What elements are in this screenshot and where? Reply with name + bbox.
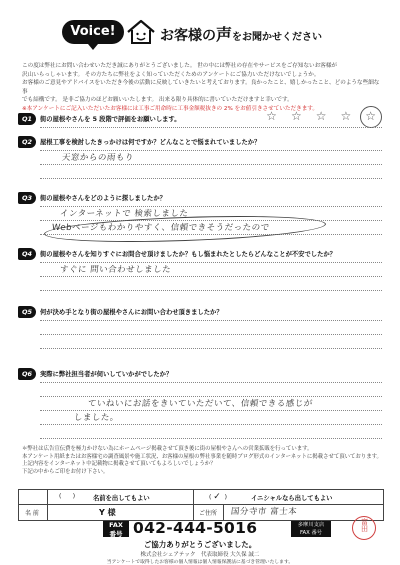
fax-number: 042-444-5016 xyxy=(133,519,258,537)
handwritten-answer: インターネットで 検索しました xyxy=(59,209,189,219)
question-text: 街の屋根やさんを 5 段階で評価をお願いします。 xyxy=(40,116,181,123)
handwritten-answer: しました。 xyxy=(73,413,120,423)
question-badge: Q1 xyxy=(18,113,36,125)
company-line: 株式会社シェアテック 代表取締役 大久保 誠二 xyxy=(140,552,260,558)
question-badge: Q6 xyxy=(18,368,36,380)
star-icon[interactable]: ☆ xyxy=(266,109,277,123)
star-icon[interactable]: ☆ xyxy=(290,109,302,123)
fax-bar xyxy=(103,519,325,539)
address-value: 国分寺市 富士本 xyxy=(230,507,298,517)
seal-stamp: 富田 xyxy=(352,516,376,540)
discount-note: ※本アンケートにご記入いただいたお客様には工事ご用命時に工事金額税抜きの 2% をお値引きさせていただきます。 xyxy=(22,105,319,112)
question-badge: Q3 xyxy=(18,192,36,204)
privacy-line: 当アンケートで取得したお客様の個人情報は個人情報保護法に基づき管理いたします。 xyxy=(106,560,294,565)
handwritten-answer: 天窓からの雨もり xyxy=(61,153,135,163)
option-name-checkbox[interactable]: ( ) xyxy=(59,493,76,500)
question-badge: Q5 xyxy=(18,306,36,318)
star-icon[interactable]: ☆ xyxy=(340,109,352,123)
star-icon-selected[interactable]: ☆ xyxy=(365,109,376,123)
question-badge: Q4 xyxy=(18,248,36,260)
option-initial-label: イニシャルなら出してもよい xyxy=(251,495,333,502)
question-text: 街の屋根やさんを知りすぐにお問合せ頂けましたか？もし悩まれたとしたらどんなことが不安でしたか？ xyxy=(40,251,336,258)
rating-stars xyxy=(266,109,376,123)
question-text: 何が決め手となり街の屋根やさんにお問い合わせ頂きましたか？ xyxy=(40,309,223,316)
option-name-label: 名前を出してもよい xyxy=(93,495,150,502)
voice-badge: Voice! xyxy=(62,20,124,44)
name-table xyxy=(18,489,384,521)
publication-notes: ＊弊社は広告宣伝費を極力かけない為にホームページ掲載させて頂き後に街の屋根やさんへの営業拡販を行っています。 本アンケート用紙またはお客様宅の調査風景や施工状況、お客様の屋根の弊社事業を随時ブログ形式のインターネットに掲載させて頂いております。 上記内容をインターネット中記載物に掲載させて頂いてもよろしいでしょうか？ 下記の中からご印をお付け下さい。 xyxy=(22,446,382,475)
name-value: Y 様 xyxy=(99,508,116,517)
question-badge: Q2 xyxy=(18,136,36,148)
thanks-text: ご協力ありがとうございました。 xyxy=(143,540,257,549)
handwritten-answer: すぐに 問い合わせしました xyxy=(59,265,172,275)
handwritten-answer: Webページもわかりやすく、信頼できそうだったので xyxy=(51,223,271,233)
fax-icon: FAX 番号 xyxy=(103,521,129,537)
header xyxy=(40,6,370,54)
address-label: ご住所 xyxy=(199,510,218,517)
question-text: 屋根工事を検討したきっかけは何ですか？どんなことで悩まれていましたか？ xyxy=(40,139,261,146)
option-initial-checkbox[interactable]: ( ✓ ) xyxy=(209,492,227,502)
star-icon[interactable]: ☆ xyxy=(315,109,327,123)
name-label: 名 前 xyxy=(25,510,39,517)
smiling-house-icon xyxy=(126,18,156,46)
intro-text: この度は弊社にお問い合わせいただき誠にありがとうございました。 世の中には弊社の存在やサービスをご存知ないお客様が 沢山いらっしゃいます。 その方たちに弊社をよく知っていただくためのアンケートにご協力いただけないでしょうか。 お客様のご意見やアドバイスをいただき今後の活動に反映していきたいと考えております。良かったこと、嬉しかったこと、どのような些細な事 でも結構です。 是非ご協力のほどお願いいたします。 出来る限り具体的に書いていただけますと幸いです。 ※本アンケートにご記入いただいたお客様には工事ご用命時に工事金額税抜きの 2% をお値引きさせていただきます。 xyxy=(22,62,382,114)
page-title: お客様の声をお聞かせください xyxy=(160,25,323,44)
question-text: 街の屋根やさんをどのように探しましたか？ xyxy=(40,195,166,202)
question-text: 実際に弊社担当者が伺いしていかがでしたか？ xyxy=(40,371,173,378)
handwritten-answer: ていねいにお話をきいていただいて、信頼できる感じが xyxy=(87,399,314,409)
branch-fax-tag: 多摩川支店 FAX 番号 xyxy=(291,521,331,537)
